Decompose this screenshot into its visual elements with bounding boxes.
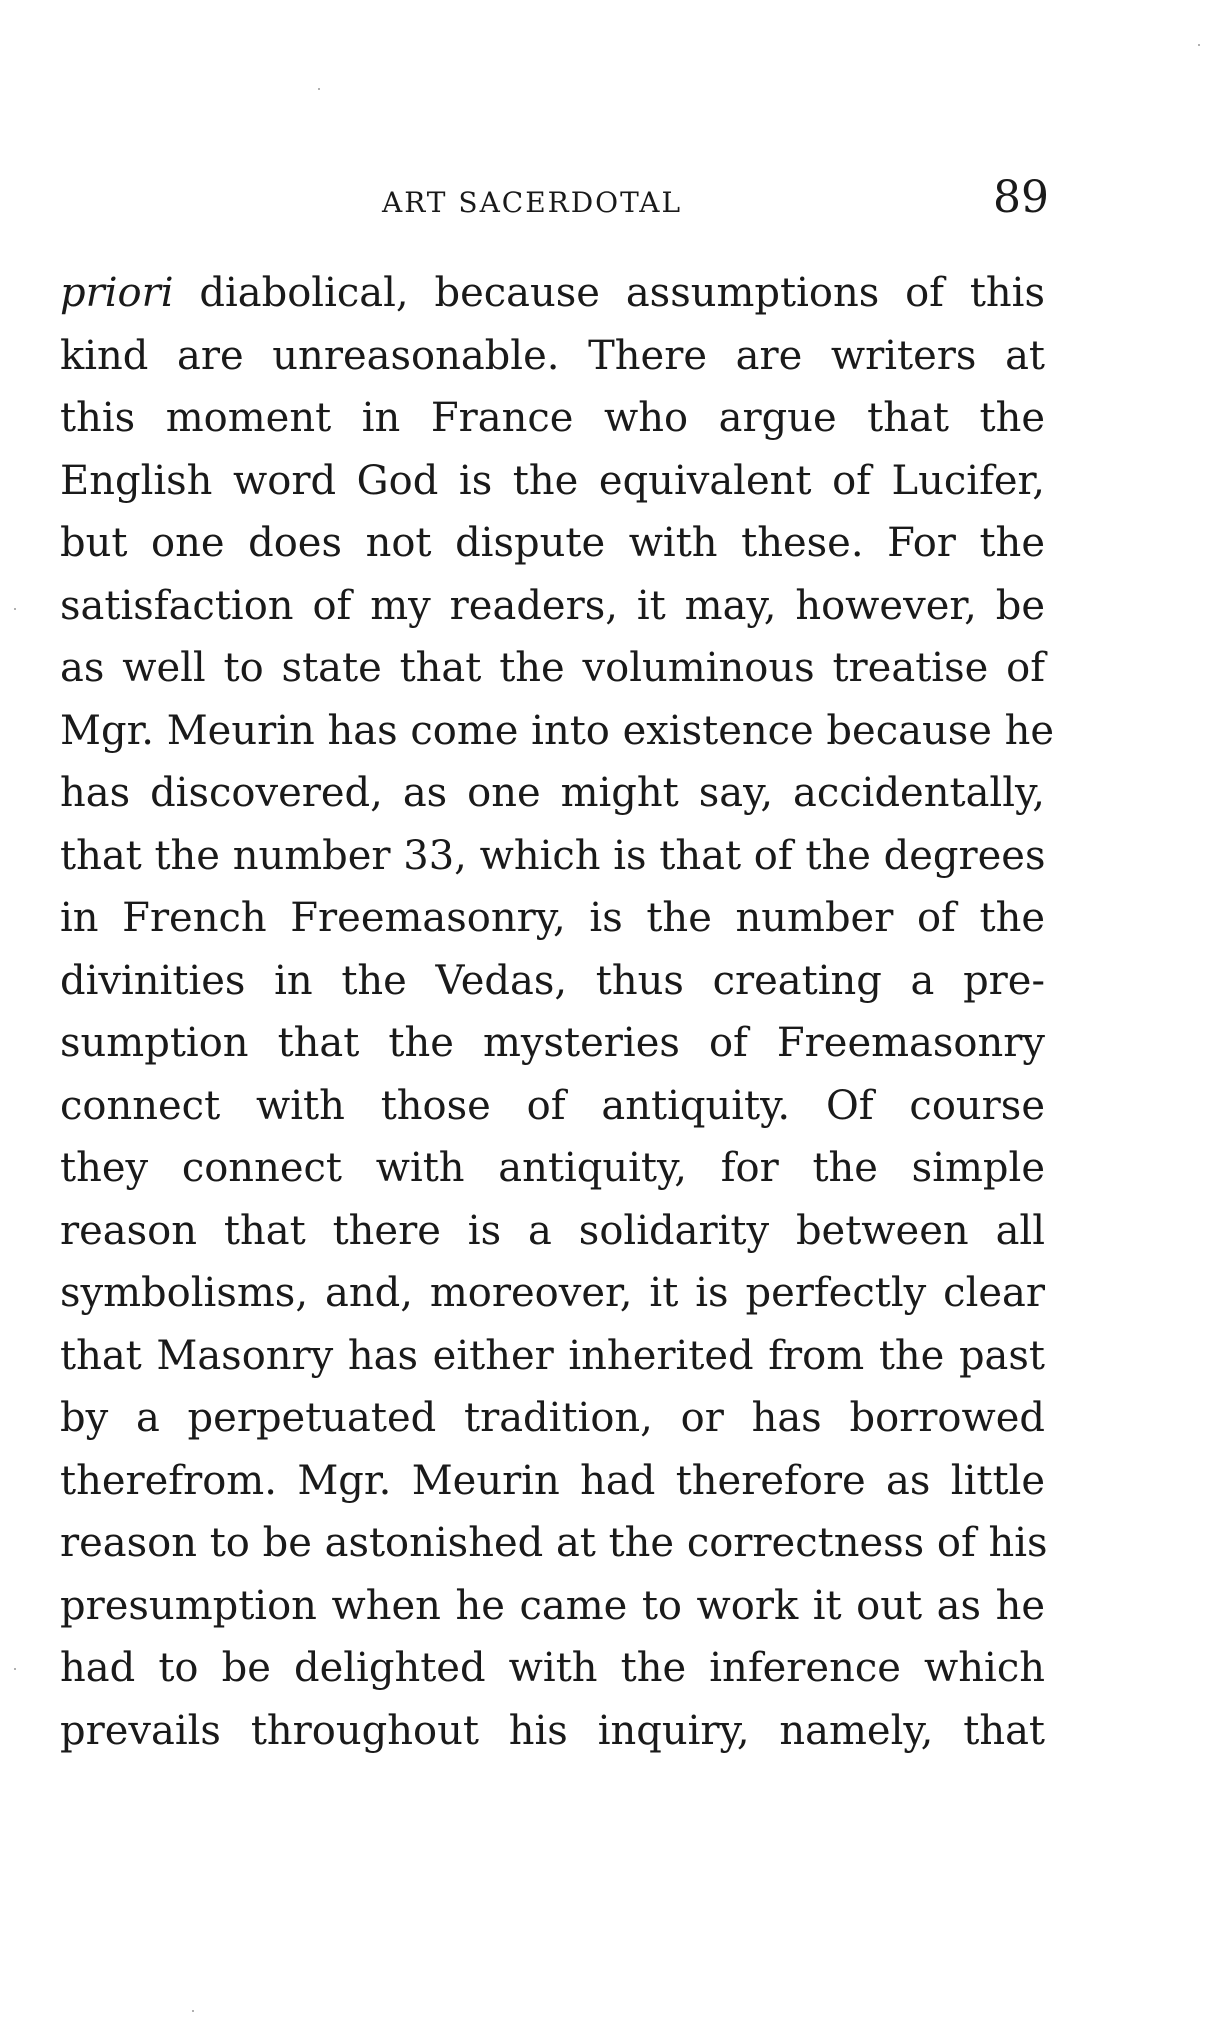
running-title: ART SACERDOTAL: [382, 186, 683, 219]
text-line-16: reason that there is a solidarity between all: [60, 1207, 1045, 1254]
page-number: 89: [993, 172, 1049, 223]
running-head: [64, 168, 1049, 224]
paper-speck: [14, 608, 16, 610]
text-line-5: but one does not dispute with these. For the: [60, 520, 1045, 566]
body-text: [60, 262, 1055, 1762]
text-line-1: [60, 262, 1045, 325]
text-line-18: that Masonry has either inherited from the past: [60, 1332, 1045, 1379]
text-line-3: this moment in France who argue that the: [60, 395, 1045, 441]
text-line-20: therefrom. Mgr. Meurin had therefore as little: [60, 1457, 1045, 1504]
text-line-8: Mgr. Meurin has come into existence because he: [60, 707, 1055, 754]
text-line-2: kind are unreasonable. There are writers at: [60, 332, 1045, 379]
text-line-7: as well to state that the voluminous treatise of: [60, 645, 1045, 691]
text-line-13: sumption that the mysteries of Freemasonry: [60, 1020, 1045, 1066]
text-line-11: in French Freemasonry, is the number of the: [60, 895, 1045, 941]
text-line-21: reason to be astonished at the correctness of his: [60, 1520, 1048, 1566]
text-line-22: presumption when he came to work it out as he: [60, 1582, 1045, 1629]
text-line-9: has discovered, as one might say, accidentally,: [60, 770, 1045, 816]
text-line-17: symbolisms, and, moreover, it is perfectly clear: [60, 1270, 1045, 1316]
paper-speck: [192, 2010, 194, 2012]
text-line-15: they connect with antiquity, for the simple: [60, 1145, 1045, 1191]
text-line-24: prevails throughout his inquiry, namely, that: [60, 1707, 1045, 1754]
text-line-6: satisfaction of my readers, it may, however, be: [60, 582, 1045, 629]
text-line-10: that the number 33, which is that of the degrees: [60, 832, 1046, 879]
text-line-14: connect with those of antiquity. Of course: [60, 1082, 1045, 1129]
text-line-19: by a perpetuated tradition, or has borrowed: [60, 1395, 1045, 1441]
text-line-23: had to be delighted with the inference which: [60, 1645, 1045, 1691]
text-line-12: divinities in the Vedas, thus creating a pre-: [60, 957, 1045, 1004]
text-line-4: English word God is the equivalent of Lucifer,: [60, 457, 1045, 504]
paper-speck: [318, 88, 320, 90]
paper-speck: [14, 1668, 16, 1670]
text-line-1-rest: diabolical, because assumptions of this: [173, 270, 1045, 316]
paper-speck: [1198, 44, 1200, 46]
italic-word: priori: [60, 270, 174, 316]
